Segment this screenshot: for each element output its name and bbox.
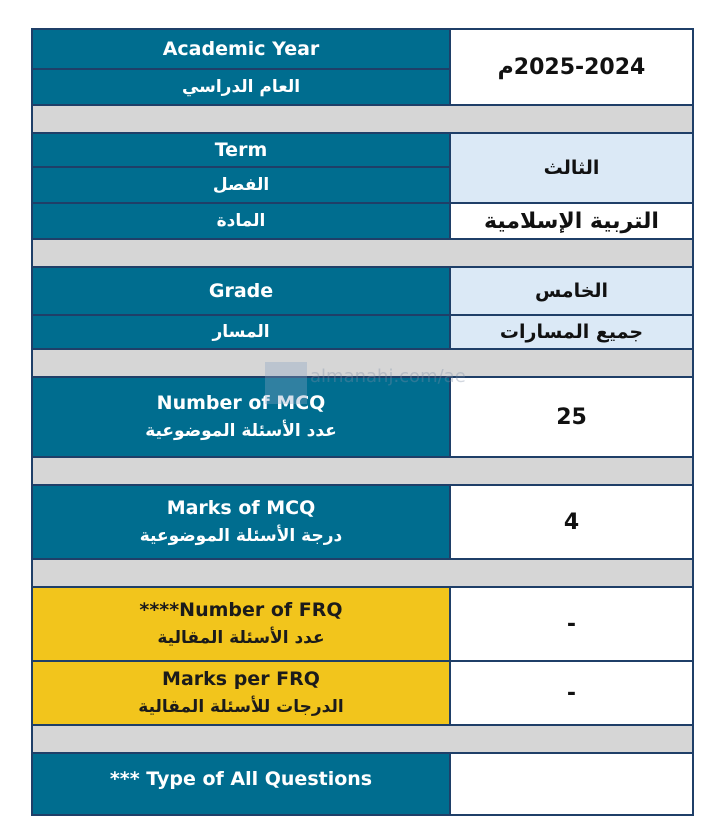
subject-value: التربية الإسلامية [449,204,692,238]
mcq-count-value: 25 [449,378,692,456]
mcq-marks-label [33,486,449,558]
track-value: جميع المسارات [449,316,692,348]
question-types-label-en: *** Type of All Questions [33,754,449,814]
row-grade [33,268,692,314]
mcq-count-label [33,378,449,456]
track-label-ar: المسار [33,316,449,348]
row-question-types [33,754,692,814]
row-gap [33,238,692,268]
mcq-count-label-ar: عدد الأسئلة الموضوعية [145,421,337,441]
row-frq-marks [33,660,692,724]
row-mcq-marks [33,486,692,558]
row-gap [33,558,692,588]
mcq-marks-value: 4 [449,486,692,558]
row-frq-count [33,588,692,660]
mcq-count-label-en: Number of MCQ [156,392,326,414]
row-gap [33,104,692,134]
term-label-en: Term [33,134,449,168]
row-gap [33,348,692,378]
frq-marks-label-en: Marks per FRQ [162,668,320,690]
mcq-marks-label-en: Marks of MCQ [166,497,316,519]
frq-count-value: - [449,588,692,660]
grade-value: الخامس [449,268,692,314]
frq-count-label-en: ****Number of FRQ [139,599,343,621]
row-track [33,314,692,348]
row-academic-year [33,30,692,104]
grade-label-en: Grade [33,268,449,314]
frq-marks-label [33,662,449,724]
row-mcq-count [33,378,692,456]
row-term [33,134,692,202]
frq-marks-value: - [449,662,692,724]
mcq-marks-label-ar: درجة الأسئلة الموضوعية [139,526,343,546]
exam-info-table [31,28,694,816]
academic-year-label-en: Academic Year [33,30,449,70]
frq-marks-label-ar: الدرجات للأسئلة المقالية [138,697,344,717]
term-label-ar: الفصل [33,168,449,202]
watermark-text: almanahj.com/ae [310,366,466,387]
question-types-value [449,754,692,814]
subject-label-ar: المادة [33,204,449,238]
academic-year-label-ar: العام الدراسي [33,70,449,104]
term-value: الثالث [449,134,692,202]
row-subject [33,202,692,238]
row-gap [33,456,692,486]
academic-year-value: 2025-2024م [449,30,692,104]
frq-count-label-ar: عدد الأسئلة المقالية [157,628,325,648]
row-gap [33,724,692,754]
frq-count-label [33,588,449,660]
